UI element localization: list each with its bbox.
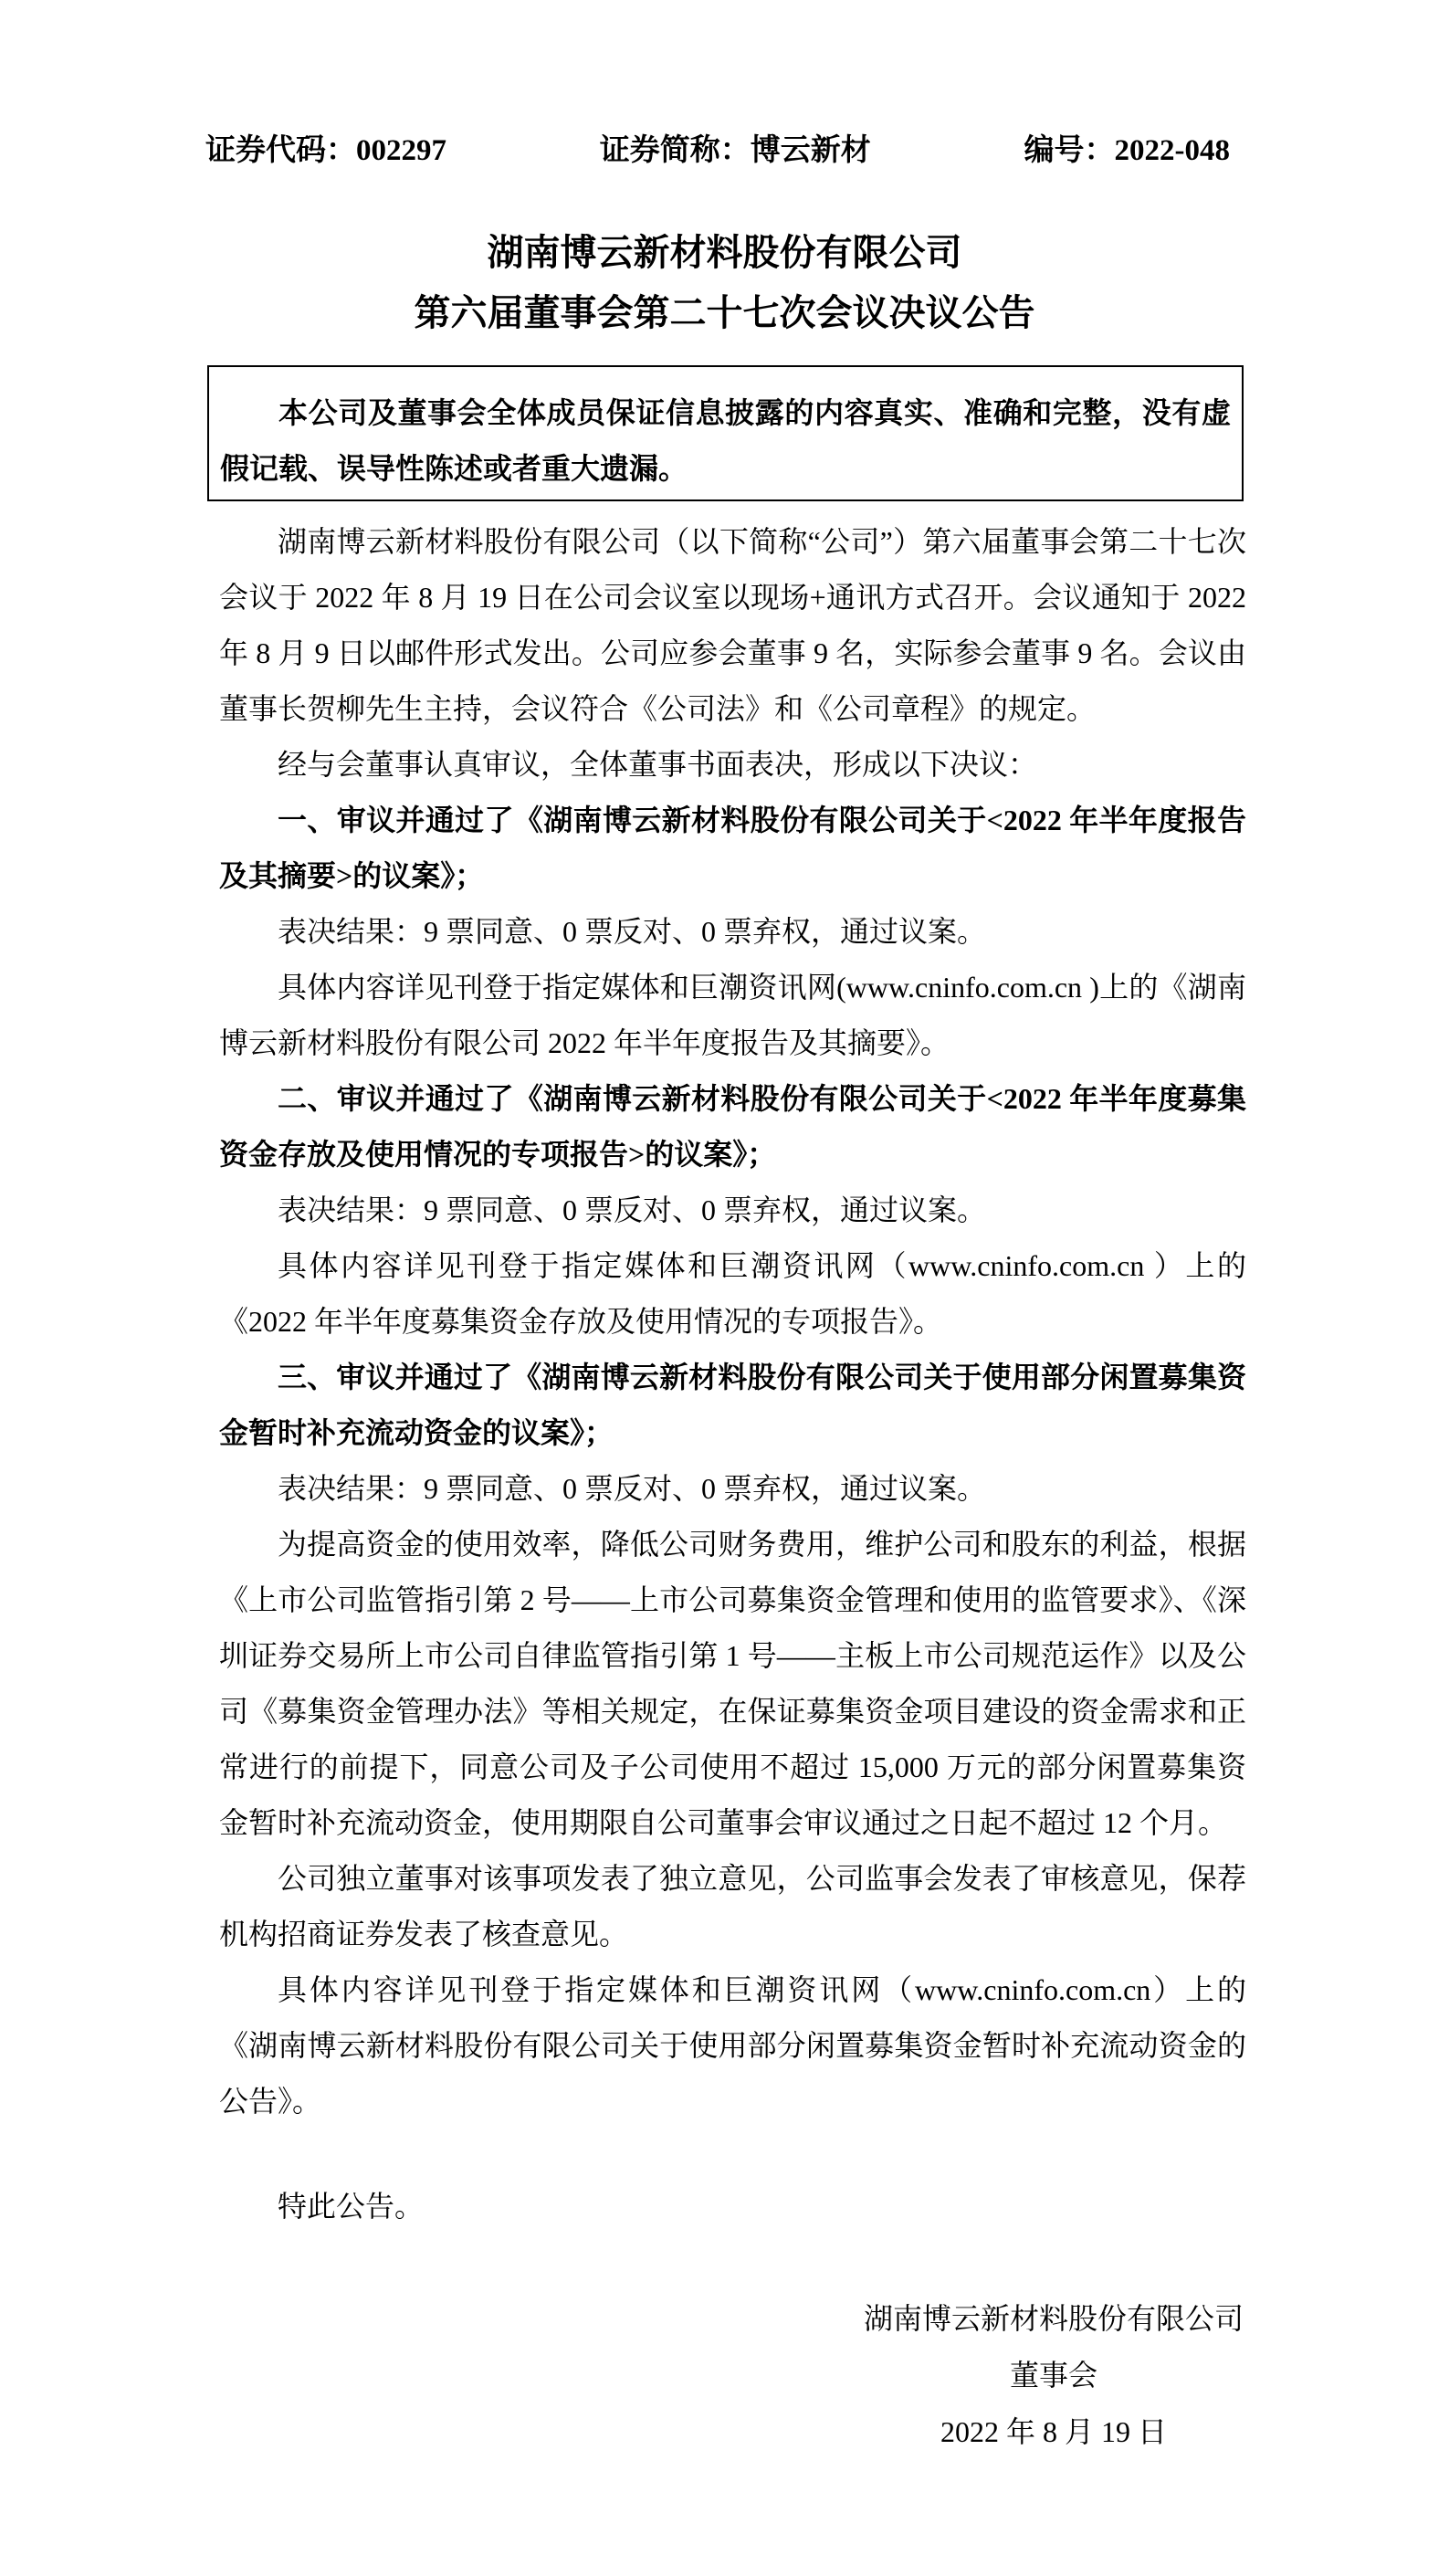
resolution-1-heading: 一、审议并通过了《湖南博云新材料股份有限公司关于<2022 年半年度报告及其摘要>的议案》； [219,804,1246,892]
resolution-1-vote-result: 表决结果：9 票同意、0 票反对、0 票弃权，通过议案。 [278,915,987,948]
resolution-2-heading: 二、审议并通过了《湖南博云新材料股份有限公司关于<2022 年半年度募集资金存放及使用情况的专项报告>的议案》； [219,1082,1246,1171]
closing-statement: 特此公告。 [278,2190,425,2223]
resolution-2-vote-result: 表决结果：9 票同意、0 票反对、0 票弃权，通过议案。 [278,1193,987,1226]
resolution-lead-paragraph: 经与会董事认真审议，全体董事书面表决，形成以下决议： [278,748,1038,781]
intro-paragraph: 湖南博云新材料股份有限公司（以下简称“公司”）第六届董事会第二十七次会议于 2022 年 8 月 19 日在公司会议室以现场+通讯方式召开。会议通知于 2022 年 8 月 9 日以邮件形式发出。公司应参会董事 9 名，实际参会董事 9 名。会议由董事长贺柳先生主持，会议符合《公司法》和《公司章程》的规定。 [219,525,1246,725]
signature-company: 湖南博云新材料股份有限公司 [863,2302,1244,2335]
disclaimer-box [207,365,1244,501]
signature-date: 2022 年 8 月 19 日 [940,2415,1167,2448]
company-title: 湖南博云新材料股份有限公司 [487,232,962,273]
signature-board: 董事会 [1009,2359,1097,2392]
disclaimer-text: 本公司及董事会全体成员保证信息披露的内容真实、准确和完整，没有虚假记载、误导性陈述或者重大遗漏。 [220,396,1231,485]
resolution-3-detail: 具体内容详见刊登于指定媒体和巨潮资讯网（www.cninfo.com.cn）上的 《湖南博云新材料股份有限公司关于使用部分闲置募集资金暂时补充流动资金的公告》。 [219,1973,1246,2118]
resolution-3-heading: 三、审议并通过了《湖南博云新材料股份有限公司关于使用部分闲置募集资金暂时补充流动资金的议案》； [219,1361,1246,1449]
signature-block [864,2290,1244,2460]
document-header [205,131,1230,170]
document-body [219,514,1246,2129]
opinions-paragraph: 公司独立董事对该事项发表了独立意见，公司监事会发表了审核意见，保荐机构招商证券发表了核查意见。 [219,1862,1246,1950]
resolution-3-explanation: 为提高资金的使用效率，降低公司财务费用，维护公司和股东的利益，根据《上市公司监管指引第 2 号——上市公司募集资金管理和使用的监管要求》、《深圳证券交易所上市公司自律监管指引第 1 号——主板上市公司规范运作》以及公司《募集资金管理办法》等相关规定，在保证募集资金项目建设的资金需求和正常进行的前提下，同意公司及子公司使用不超过 15,000 万元的部分闲置募集资金暂时补充流动资金，使用期限自公司董事会审议通过之日起不超过 12 个月。 [219,1528,1246,1839]
resolution-1-detail: 具体内容详见刊登于指定媒体和巨潮资讯网(www.cninfo.com.cn )上的《湖南博云新材料股份有限公司 2022 年半年度报告及其摘要》。 [219,971,1246,1059]
stock-code: 证券代码：002297 [205,134,446,167]
announcement-number: 编号：2022-048 [1024,134,1230,167]
resolution-2-detail: 具体内容详见刊登于指定媒体和巨潮资讯网（www.cninfo.com.cn ）上的《2022 年半年度募集资金存放及使用情况的专项报告》。 [219,1249,1246,1338]
resolution-3-vote-result: 表决结果：9 票同意、0 票反对、0 票弃权，通过议案。 [278,1472,987,1505]
stock-short-name: 证券简称：博云新材 [599,134,871,167]
announcement-title: 第六届董事会第二十七次会议决议公告 [414,292,1035,333]
